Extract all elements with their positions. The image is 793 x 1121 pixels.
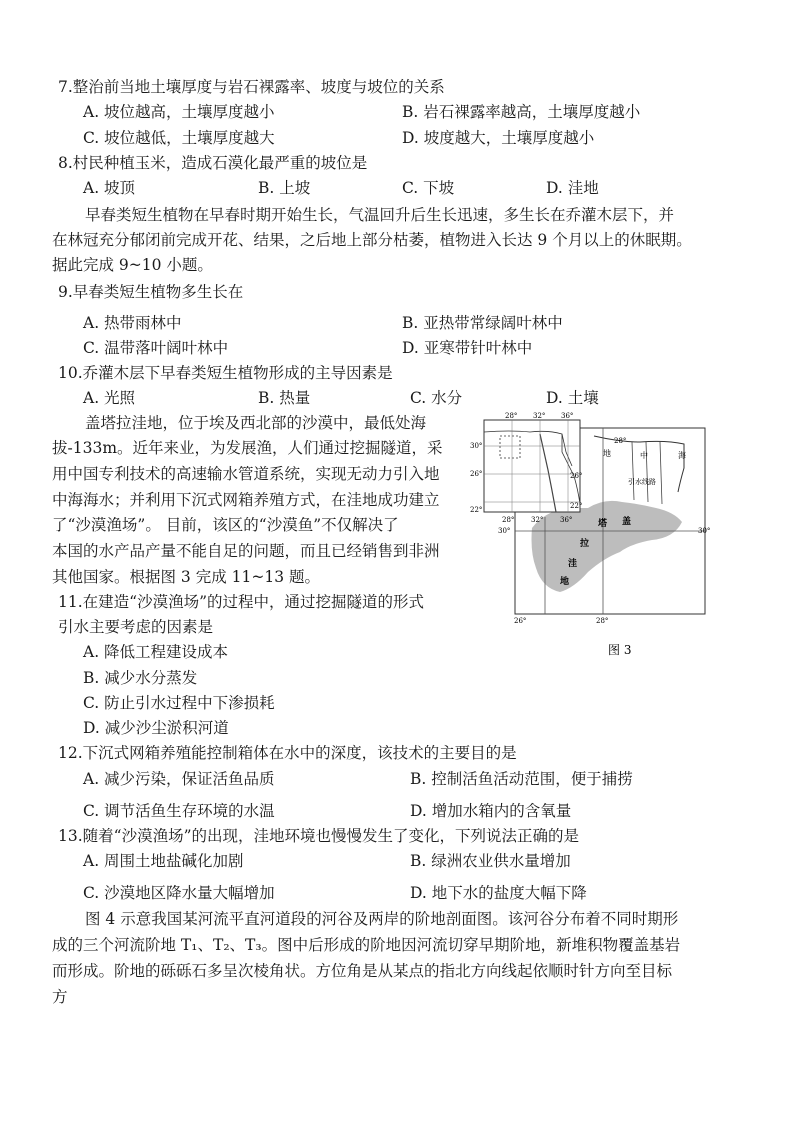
main-bottom-tick: 28°	[596, 617, 609, 625]
inset-right-tick: 26°	[570, 472, 583, 480]
q13-option-d: D. 地下水的盐度大幅下降	[410, 884, 587, 902]
inset-top-tick: 32°	[533, 412, 546, 420]
passage2-line: 用中国专利技术的高速输水管道系统，实现无动力引入地	[52, 465, 440, 483]
passage2-line: 了“沙漠渔场”。 目前，该区的“沙漠鱼”不仅解决了	[52, 516, 399, 534]
q11-option-c: C. 防止引水过程中下渗损耗	[83, 694, 275, 712]
passage1-line: 在林冠充分郁闭前完成开花、结果，之后地上部分枯萎，植物进入长达 9 个月以上的休眠期。	[52, 231, 692, 249]
inset-bottom-tick: 36°	[560, 516, 573, 524]
inset-bottom-tick: 28°	[502, 516, 515, 524]
q12-option-d: D. 增加水箱内的含氧量	[410, 802, 572, 820]
q13-stem: 13.随着“沙漠渔场”的出现，洼地环境也慢慢发生了变化，下列说法正确的是	[58, 827, 580, 845]
inset-left-tick: 30°	[470, 442, 483, 450]
q7-option-d: D. 坡度越大，土壤厚度越小	[402, 129, 595, 147]
inset-left-tick: 26°	[470, 470, 483, 478]
depression-label: 洼	[568, 559, 578, 569]
q13-option-a: A. 周围土地盐碱化加剧	[83, 852, 244, 870]
qattara-depression-shape	[532, 501, 683, 592]
pipeline-line	[660, 442, 662, 504]
q9-option-c: C. 温带落叶阔叶林中	[83, 339, 229, 357]
main-left-tick: 30°	[498, 527, 511, 535]
q8-option-b: B. 上坡	[258, 179, 311, 197]
q12-option-c: C. 调节活鱼生存环境的水温	[83, 802, 275, 820]
q7-option-a: A. 坡位越高，土壤厚度越小	[83, 103, 275, 121]
sea-label: 地	[603, 449, 611, 458]
pipeline-line	[632, 442, 634, 500]
inset-left-tick: 22°	[470, 506, 483, 514]
inset-top-tick: 28°	[505, 412, 518, 420]
q8-option-a: A. 坡顶	[83, 179, 136, 197]
passage3-line: 图 4 示意我国某河流平直河道段的河谷及两岸的阶地剖面图。该河谷分布着不同时期形	[85, 910, 679, 928]
q7-option-c: C. 坡位越低，土壤厚度越大	[83, 129, 275, 147]
main-bottom-tick: 26°	[514, 617, 527, 625]
q11-option-a: A. 降低工程建设成本	[83, 643, 229, 661]
q11-option-b: B. 减少水分蒸发	[83, 669, 198, 687]
q12-option-a: A. 减少污染，保证活鱼品质	[83, 770, 275, 788]
passage1-line: 据此完成 9~10 小题。	[52, 256, 213, 274]
inset-map-frame	[484, 420, 583, 512]
passage2-line: 本国的水产品产量不能自足的问题，而且已经销售到非洲	[52, 542, 440, 560]
q10-option-c: C. 水分	[410, 389, 463, 407]
q9-stem: 9.早春类短生植物多生长在	[58, 283, 244, 301]
q10-option-b: B. 热量	[258, 389, 311, 407]
passage3-line: 方	[52, 988, 68, 1006]
depression-label: 盖	[622, 517, 632, 527]
q7-stem: 7.整治前当地土壤厚度与岩石裸露率、坡度与坡位的关系	[58, 78, 445, 96]
passage1-line: 早春类短生植物在早春时期开始生长，气温回升后生长迅速，多生长在乔灌木层下，并	[85, 206, 675, 224]
depression-label: 塔	[598, 519, 608, 529]
q9-option-b: B. 亚热带常绿阔叶林中	[402, 314, 563, 332]
q8-option-d: D. 洼地	[546, 179, 599, 197]
q10-option-a: A. 光照	[83, 389, 136, 407]
sea-label: 海	[678, 451, 686, 460]
passage3-line: 而形成。阶地的砾砾石多呈次棱角状。方位角是从某点的指北方向线起依顺时针方向至目标	[52, 962, 673, 980]
q8-option-c: C. 下坡	[402, 179, 455, 197]
passage2-line: 拔-133m。近年来业，为发展渔，人们通过挖掘隧道，采	[52, 439, 443, 457]
q11-option-d: D. 减少沙尘淤积河道	[83, 719, 229, 737]
q8-stem: 8.村民种植玉米，造成石漠化最严重的坡位是	[58, 154, 368, 172]
q11-stem: 11.在建造“沙漠渔场”的过程中，通过挖掘隧道的形式	[58, 593, 424, 611]
q12-stem: 12.下沉式网箱养殖能控制箱体在水中的深度，该技术的主要目的是	[58, 744, 517, 762]
q9-option-d: D. 亚寒带针叶林中	[402, 339, 533, 357]
q13-option-b: B. 绿洲农业供水量增加	[410, 852, 571, 870]
q7-option-b: B. 岩石裸露率越高，土壤厚度越小	[402, 103, 641, 121]
inset-bottom-tick: 32°	[531, 516, 544, 524]
main-top-tick: 28°	[614, 437, 627, 445]
figure-3-map	[470, 412, 720, 660]
figure-caption: 图 3	[608, 643, 632, 657]
passage2-line: 其他国家。根据图 3 完成 11~13 题。	[52, 568, 321, 586]
q12-option-b: B. 控制活鱼活动范围，便于捕捞	[410, 770, 633, 788]
passage3-line: 成的三个河流阶地 T₁、T₂、T₃。图中后形成的阶地因河流切穿早期阶地，新堆积物覆盖基岩	[52, 936, 681, 954]
depression-label: 拉	[580, 539, 590, 549]
q10-option-d: D. 土壤	[546, 389, 599, 407]
sea-label: 中	[640, 451, 648, 460]
inset-top-tick: 36°	[561, 412, 574, 420]
passage2-line: 中海海水；并利用下沉式网箱养殖方式，在洼地成功建立	[52, 491, 440, 509]
pipeline-label: 引水线路	[628, 478, 656, 486]
depression-label: 地	[560, 577, 570, 587]
q10-stem: 10.乔灌木层下早春类短生植物形成的主导因素是	[58, 364, 393, 382]
inset-right-tick: 22°	[570, 502, 583, 510]
q9-option-a: A. 热带雨林中	[83, 314, 182, 332]
main-right-tick: 30°	[698, 527, 711, 535]
q11-stem-cont: 引水主要考虑的因素是	[58, 618, 214, 636]
passage2-line: 盖塔拉洼地，位于埃及西北部的沙漠中，最低处海	[85, 414, 427, 432]
q13-option-c: C. 沙漠地区降水量大幅增加	[83, 884, 275, 902]
